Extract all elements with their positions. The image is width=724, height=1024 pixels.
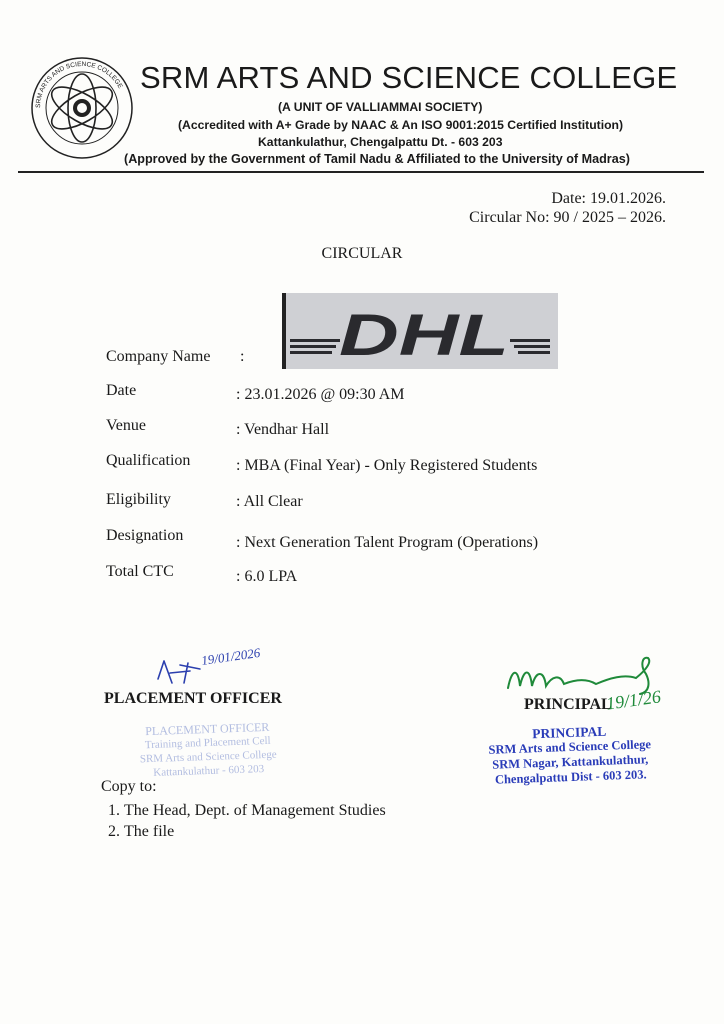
value-company-name: : bbox=[240, 348, 245, 365]
label-designation: Designation bbox=[106, 527, 184, 544]
college-address: Kattankulathur, Chengalpattu Dt. - 603 203 bbox=[258, 135, 503, 149]
placement-officer-signature bbox=[150, 643, 270, 691]
header-divider bbox=[18, 171, 704, 173]
copy-to-list bbox=[102, 800, 386, 842]
company-logo bbox=[282, 293, 558, 369]
value-designation: : Next Generation Talent Program (Operations) bbox=[236, 534, 539, 551]
seal-text: SRM ARTS AND SCIENCE COLLEGE bbox=[34, 60, 124, 109]
value-venue: : Vendhar Hall bbox=[236, 421, 330, 438]
placement-sign-date: 19/01/2026 bbox=[200, 644, 262, 668]
placement-officer-title: PLACEMENT OFFICER bbox=[104, 690, 282, 707]
circular-number: Circular No: 90 / 2025 – 2026. bbox=[469, 209, 666, 226]
dhl-logo-text: DHL bbox=[339, 303, 509, 368]
label-total-ctc: Total CTC bbox=[106, 563, 174, 580]
label-date: Date bbox=[106, 382, 137, 399]
college-name: SRM ARTS AND SCIENCE COLLEGE bbox=[140, 60, 678, 95]
circular-date: Date: 19.01.2026. bbox=[551, 190, 666, 207]
value-total-ctc: : 6.0 LPA bbox=[236, 568, 298, 585]
placement-officer-stamp bbox=[117, 719, 299, 781]
copy-to-heading: Copy to: bbox=[101, 778, 157, 795]
label-venue: Venue bbox=[106, 417, 146, 434]
placement-stamp-line-4: Kattankulathur - 603 203 bbox=[153, 763, 265, 779]
label-company-name: Company Name bbox=[106, 348, 211, 365]
label-eligibility: Eligibility bbox=[106, 491, 171, 508]
college-unit: (A UNIT OF VALLIAMMAI SOCIETY) bbox=[278, 100, 483, 114]
college-seal-logo bbox=[26, 50, 138, 160]
principal-sign-date: 19/1/26 bbox=[604, 686, 663, 714]
placement-stamp-line-3: SRM Arts and Science College bbox=[139, 748, 277, 766]
circular-title: CIRCULAR bbox=[321, 245, 403, 262]
label-qualification: Qualification bbox=[106, 452, 191, 469]
principal-stamp-line-4: Chengalpattu Dist - 603 203. bbox=[494, 767, 647, 787]
placement-stamp-line-2: Training and Placement Cell bbox=[144, 734, 271, 752]
principal-stamp-line-1: PRINCIPAL bbox=[531, 723, 607, 742]
value-eligibility: : All Clear bbox=[236, 493, 303, 510]
principal-stamp bbox=[477, 722, 663, 788]
principal-title: PRINCIPAL bbox=[524, 696, 612, 713]
accreditation-line: (Accredited with A+ Grade by NAAC & An ISO 9001:2015 Certified Institution) bbox=[178, 118, 624, 132]
approval-line: (Approved by the Government of Tamil Nadu & Affiliated to the University of Madras) bbox=[124, 152, 630, 166]
placement-stamp-line-1: PLACEMENT OFFICER bbox=[144, 719, 270, 739]
value-date: : 23.01.2026 @ 09:30 AM bbox=[236, 386, 405, 403]
value-qualification: : MBA (Final Year) - Only Registered Students bbox=[236, 457, 538, 474]
principal-stamp-line-2: SRM Arts and Science College bbox=[488, 737, 652, 757]
copy-to-item-1: 1. The Head, Dept. of Management Studies bbox=[124, 800, 386, 821]
principal-stamp-line-3: SRM Nagar, Kattankulathur, bbox=[492, 752, 649, 772]
copy-to-item-2: 2. The file bbox=[124, 821, 386, 842]
